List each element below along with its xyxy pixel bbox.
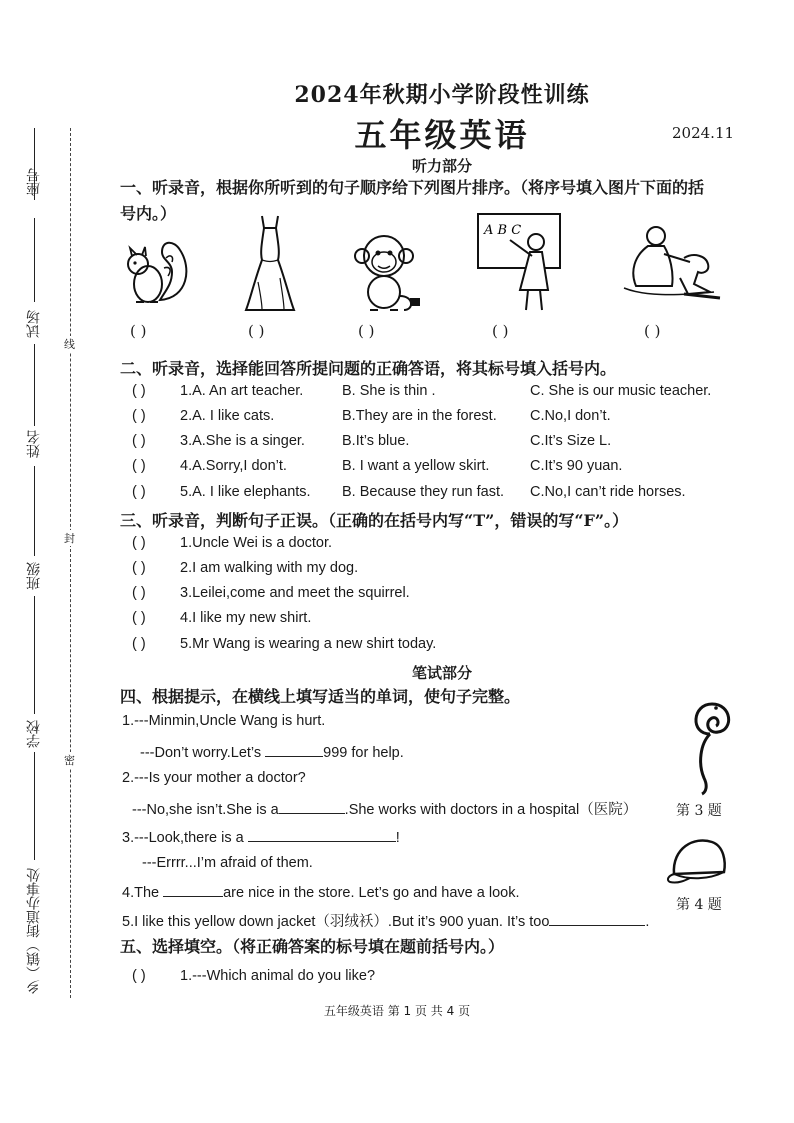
teacher-picture <box>474 210 566 316</box>
s4-q2b <box>132 798 637 819</box>
picture-paren-3[interactable]: ( ) <box>358 322 375 340</box>
exam-date: 2024.11 <box>672 124 735 142</box>
q5-text-before: 5.I like this yellow down jacket（羽绒袄）.But it’s 900 yuan. It’s too <box>122 914 550 930</box>
cut-mark-close: 密 <box>64 754 75 767</box>
s4-q1b <box>140 742 404 761</box>
s4-q5 <box>122 910 649 931</box>
q1-answer-blank[interactable] <box>265 742 323 757</box>
option-c: C. She is our music teacher. <box>530 383 712 399</box>
cut-mark-seal: 封 <box>64 532 75 545</box>
exam-title: 2024年秋期小学阶段性训练 <box>294 82 590 108</box>
q3-answer-blank[interactable] <box>248 827 396 842</box>
section5-title: 五、选择填空。（将正确答案的标号填在题前括号内。） <box>120 937 505 956</box>
caption-q3: 第 3 题 <box>676 803 722 819</box>
written-heading: 笔试部分 <box>411 664 472 682</box>
exam-subject: 五年级英语 <box>354 116 530 154</box>
picture-paren-4[interactable]: ( ) <box>492 322 509 340</box>
answer-paren[interactable]: ( ) <box>132 560 146 576</box>
statement-text: 4.I like my new shirt. <box>180 610 312 626</box>
side-rule-room <box>34 218 35 302</box>
answer-paren[interactable]: ( ) <box>132 535 146 551</box>
option-b: B.It’s blue. <box>342 433 410 449</box>
option-a: 1.A. An art teacher. <box>180 383 304 399</box>
statement-text: 5.Mr Wang is wearing a new shirt today. <box>180 636 437 652</box>
option-b: B. I want a yellow skirt. <box>342 458 490 474</box>
s4-q3a <box>122 827 400 846</box>
binding-cut-line <box>70 128 71 998</box>
room-label: 试场 <box>26 310 42 338</box>
squirrel-picture <box>118 228 198 318</box>
q4-text-before: 4.The <box>122 885 164 901</box>
monkey-picture <box>348 226 428 318</box>
page-footer: 五年级英语 第 1 页 共 4 页 <box>323 1004 471 1018</box>
option-c: C.No,I can’t ride horses. <box>530 484 686 500</box>
answer-paren[interactable]: ( ) <box>132 968 146 984</box>
answer-paren[interactable]: ( ) <box>132 433 146 449</box>
option-a: 3.A.She is a singer. <box>180 433 305 449</box>
man-dog-picture <box>614 222 724 308</box>
option-a: 5.A. I like elephants. <box>180 484 311 500</box>
q3a-text-after: ! <box>395 830 400 846</box>
section1-title-line2: 号内。） <box>120 204 177 223</box>
answer-paren[interactable]: ( ) <box>132 636 146 652</box>
q5-answer-blank[interactable] <box>549 911 645 926</box>
q1b-text-after: 999 for help. <box>323 745 404 761</box>
option-c: C.It’s 90 yuan. <box>530 458 623 474</box>
picture-paren-5[interactable]: ( ) <box>644 322 661 340</box>
s4-q1a: 1.---Minmin,Uncle Wang is hurt. <box>122 713 326 729</box>
statement-text: 2.I am walking with my dog. <box>180 560 359 576</box>
q2-answer-blank[interactable] <box>279 799 345 814</box>
cut-mark-line: 线 <box>64 338 75 351</box>
option-b: B. She is thin . <box>342 383 436 399</box>
s4-q3b: ---Errrr...I’m afraid of them. <box>142 855 313 871</box>
section2-title: 二、听录音，选择能回答所提问题的正确答语，将其标号填入括号内。 <box>120 359 617 378</box>
option-a: 2.A. I like cats. <box>180 408 275 424</box>
statement-text: 3.Leilei,come and meet the squirrel. <box>180 585 410 601</box>
side-rule-town <box>34 752 35 860</box>
side-rule-class <box>34 466 35 556</box>
option-c: C.No,I don’t. <box>530 408 611 424</box>
snake-picture <box>680 694 740 798</box>
question-text: 1.---Which animal do you like? <box>180 968 376 984</box>
section3-title: 三、听录音，判断句子正误。（正确的在括号内写“T”，错误的写“F”。） <box>120 511 629 530</box>
name-label: 姓名 <box>26 430 42 458</box>
section1-title <box>120 175 770 227</box>
option-b: B. Because they run fast. <box>342 484 505 500</box>
statement-text: 1.Uncle Wei is a doctor. <box>180 535 333 551</box>
answer-paren[interactable]: ( ) <box>132 458 146 474</box>
side-rule-school <box>34 596 35 714</box>
answer-paren[interactable]: ( ) <box>132 408 146 424</box>
picture-paren-2[interactable]: ( ) <box>248 322 265 340</box>
answer-paren[interactable]: ( ) <box>132 484 146 500</box>
q3a-text-before: 3.---Look,there is a <box>122 830 248 846</box>
answer-paren[interactable]: ( ) <box>132 610 146 626</box>
listening-heading: 听力部分 <box>411 157 472 175</box>
cap-picture <box>664 832 734 886</box>
q5-text-after: . <box>645 914 650 930</box>
s4-q2a: 2.---Is your mother a doctor? <box>122 770 306 786</box>
town-label: 乡（镇）街道办事处 <box>26 868 42 994</box>
q4-answer-blank[interactable] <box>163 882 223 897</box>
q4-text-after: are nice in the store. Let’s go and have a look. <box>223 885 520 901</box>
option-c: C.It’s Size L. <box>530 433 612 449</box>
answer-paren[interactable]: ( ) <box>132 383 146 399</box>
picture-paren-1[interactable]: ( ) <box>130 322 147 340</box>
q1b-text-before: ---Don’t worry.Let’s <box>140 745 266 761</box>
caption-q4: 第 4 题 <box>676 897 722 913</box>
dress-picture <box>240 212 300 317</box>
seat-label: 座号 <box>26 168 42 196</box>
answer-paren[interactable]: ( ) <box>132 585 146 601</box>
section1-title-line1: 一、听录音，根据你所听到的句子顺序给下列图片排序。（将序号填入图片下面的括 <box>120 178 705 197</box>
section4-title: 四、根据提示，在横线上填写适当的单词，使句子完整。 <box>120 687 521 706</box>
option-b: B.They are in the forest. <box>342 408 497 424</box>
school-label: 学校 <box>26 720 42 748</box>
side-rule-name <box>34 344 35 426</box>
q2b-text-after: .She works with doctors in a hospital（医院） <box>344 802 638 818</box>
board-text: A B C <box>484 223 522 238</box>
s4-q4 <box>122 882 519 901</box>
class-label: 班级 <box>26 562 42 590</box>
q2b-text-before: ---No,she isn’t.She is a <box>132 802 279 818</box>
option-a: 4.A.Sorry,I don’t. <box>180 458 287 474</box>
